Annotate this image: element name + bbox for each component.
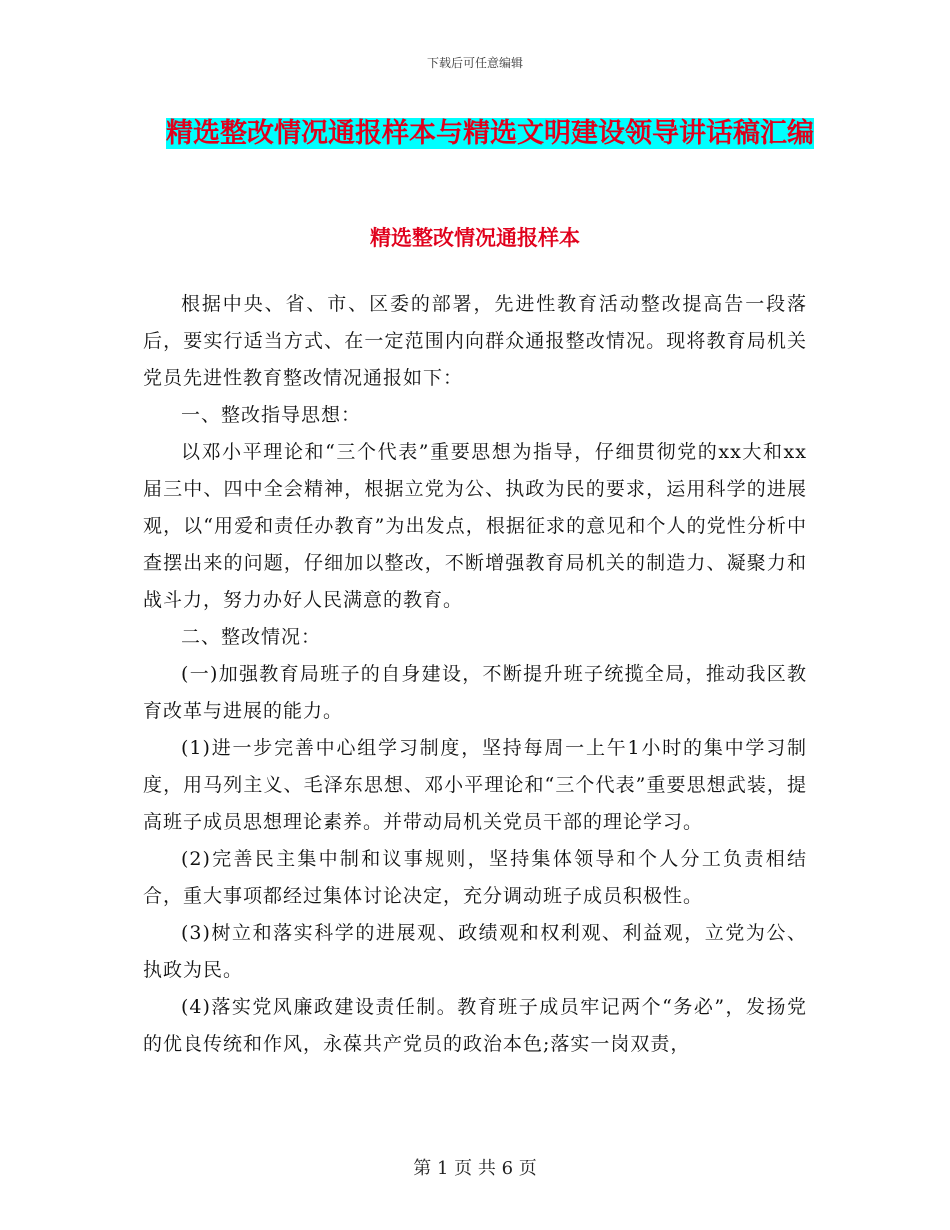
- paragraph: 以邓小平理论和“三个代表”重要思想为指导，仔细贯彻党的xx大和xx届三中、四中全会精神，根据立党为公、执政为民的要求，运用科学的进展观，以“用爱和责任办教育”为出发点，根据征求的意见和个人的党性分析中查摆出来的问题，仔细加以整改，不断增强教育局机关的制造力、凝聚力和战斗力，努力办好人民满意的教育。: [143, 441, 807, 611]
- page-number: 第 1 页 共 6 页: [413, 1158, 537, 1179]
- header-note: 下载后可任意编辑: [426, 56, 523, 70]
- paragraph: (一)加强教育局班子的自身建设，不断提升班子统揽全局，推动我区教育改革与进展的能力。: [143, 663, 807, 722]
- paragraph: 根据中央、省、市、区委的部署，先进性教育活动整改提高告一段落后，要实行适当方式、在一定范围内向群众通报整改情况。现将教育局机关党员先进性教育整改情况通报如下：: [143, 293, 807, 389]
- document-title-text: 精选整改情况通报样本与精选文明建设领导讲话稿汇编: [166, 118, 814, 149]
- paragraph: (2)完善民主集中制和议事规则，坚持集体领导和个人分工负责相结合，重大事项都经过集体讨论决定，充分调动班子成员积极性。: [143, 848, 807, 907]
- paragraph: (3)树立和落实科学的进展观、政绩观和权利观、利益观，立党为公、执政为民。: [143, 922, 807, 981]
- document-body: [143, 286, 807, 1063]
- paragraph: (4)落实党风廉政建设责任制。教育班子成员牢记两个“务必”，发扬党的优良传统和作风，永葆共产党员的政治本色;落实一岗双责，: [143, 996, 807, 1055]
- paragraph: (1)进一步完善中心组学习制度，坚持每周一上午1小时的集中学习制度，用马列主义、毛泽东思想、邓小平理论和“三个代表”重要思想武装，提高班子成员思想理论素养。并带动局机关党员干部的理论学习。: [143, 737, 807, 833]
- document-title: [150, 112, 830, 156]
- paragraph: 一、整改指导思想：: [181, 404, 362, 426]
- section-title: 精选整改情况通报样本: [370, 226, 580, 250]
- paragraph: 二、整改情况：: [181, 626, 322, 648]
